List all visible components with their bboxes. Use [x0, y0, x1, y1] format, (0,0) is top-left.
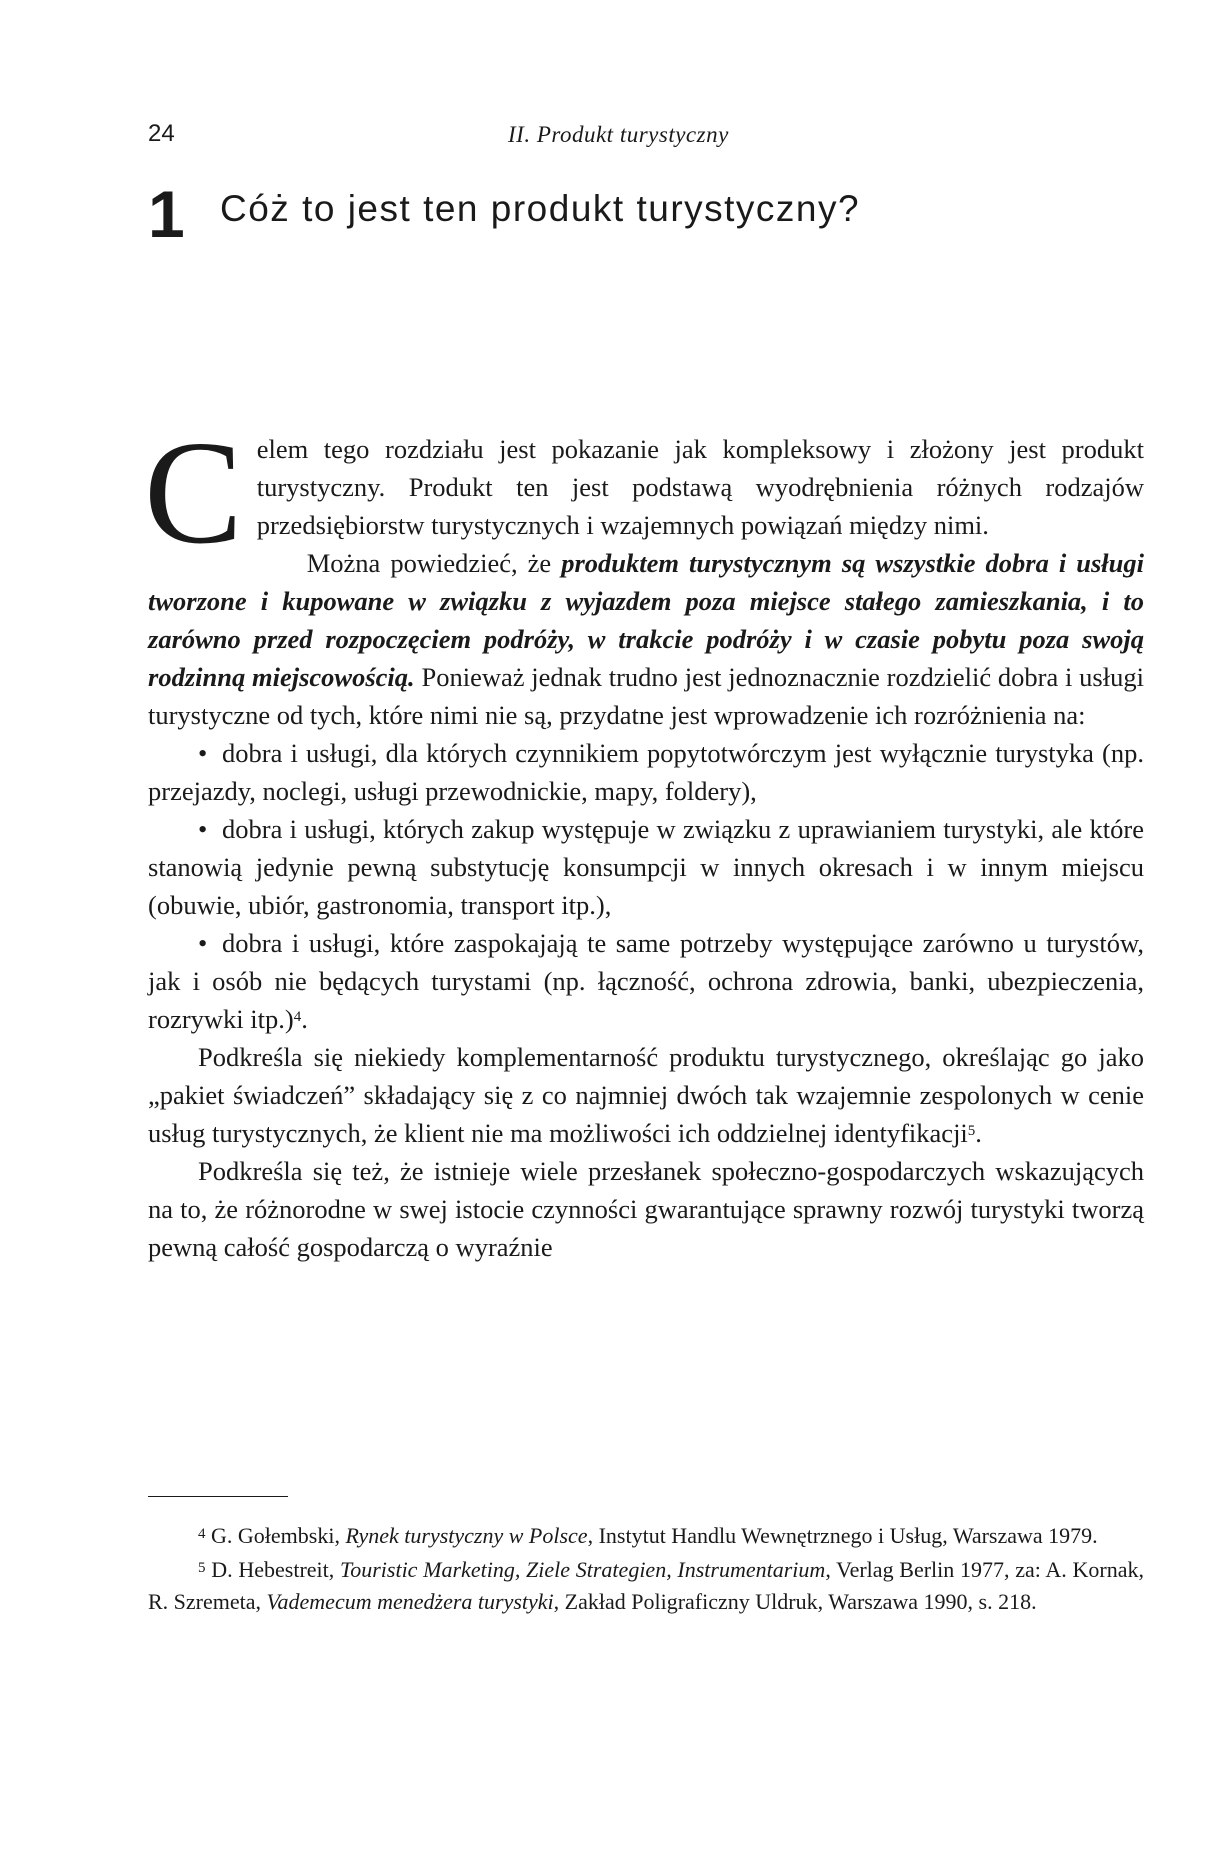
list-item: [148, 810, 1144, 924]
bullet-symbol: •: [198, 928, 208, 958]
footnote-ref-4[interactable]: 4: [293, 1009, 302, 1025]
drop-cap: C: [144, 411, 243, 575]
footnote-number: 4: [198, 1526, 206, 1542]
footnote-text: , Verlag Berlin 1977, za: A. Kornak, R. Szremeta,: [148, 1557, 1144, 1614]
page-number: 24: [148, 120, 175, 147]
paragraph-text: Podkreśla się niekiedy komplementarność produktu turystycznego, określając go jako „pakiet świadczeń” składający się z co najmniej dwóch tak wzajemnie zespolonych w cenie usług turystycznych, że klient nie ma możliwości ich oddzielnej identyfikacji: [148, 1042, 1144, 1148]
footnote-number: 5: [198, 1560, 206, 1576]
footnote-text: G. Gołembski,: [205, 1523, 346, 1548]
definition-emphasis: produktem turystycznym są wszystkie dobra i usługi tworzone i kupowane w związku z wyjazdem poza miejsce stałego zamieszkania, i to zarówno przed rozpoczęciem podróży, w trakcie podróży i w czasie pobytu poza swoją rodzinną miejscowością.: [148, 548, 1145, 692]
paragraph-end: .: [975, 1118, 982, 1148]
footnote-title: Vademecum menedżera turystyki: [266, 1589, 554, 1614]
list-item-text: dobra i usługi, dla których czynnikiem popytotwórczym jest wyłącznie turystyka (np. przejazdy, noclegi, usługi przewodnickie, mapy, foldery),: [148, 738, 1144, 806]
footnote-4: [148, 1520, 1144, 1552]
footnote-text: D. Hebestreit,: [205, 1557, 340, 1582]
complementarity-paragraph: [148, 1038, 1144, 1152]
chapter-heading: [148, 177, 1144, 251]
definition-lead: Można powiedzieć, że: [306, 548, 562, 578]
closing-paragraph: Podkreśla się też, że istnieje wiele przesłanek społeczno-gospodarczych wskazujących na to, że różnorodne w swej istocie czynności gwarantujące sprawny rozwój turystyki tworzą pewną całość gospodarczą o wyraźnie: [148, 1156, 1144, 1262]
list-item: [148, 924, 1144, 1038]
list-item-text: dobra i usługi, które zaspokajają te same potrzeby występujące zarówno u turystów, jak i osób nie będących turystami (np. łączność, ochrona zdrowia, banki, ubezpieczenia, rozrywki itp.): [148, 928, 1144, 1034]
page-header: [148, 120, 1144, 154]
list-item: [148, 734, 1144, 810]
footnote-title: Rynek turystyczny w Polsce: [345, 1523, 588, 1548]
footnote-text: , Instytut Handlu Wewnętrznego i Usług, Warszawa 1979.: [587, 1523, 1098, 1548]
footnote-ref-5[interactable]: 5: [967, 1123, 976, 1139]
footnotes: [148, 1520, 1144, 1620]
book-page: [144, 0, 1145, 1857]
definition-tail: Ponieważ jednak trudno jest jednoznacznie rozdzielić dobra i usługi turystyczne od tych, które nimi nie są, przydatne jest wprowadzenie ich rozróżnienia na:: [148, 662, 1144, 730]
chapter-title: Cóż to jest ten produkt turystyczny?: [220, 188, 861, 229]
footnote-5: [148, 1554, 1144, 1618]
footnote-divider: [148, 1496, 288, 1497]
running-head: II. Produkt turystyczny: [508, 122, 729, 147]
chapter-number: 1: [148, 177, 185, 251]
list-item-text: dobra i usługi, których zakup występuje w związku z uprawianiem turystyki, ale które stanowią jedynie pewną substytucję konsumpcji w innych okresach i w innym miejscu (obuwie, ubiór, gastronomia, transport itp.),: [148, 814, 1144, 920]
bullet-symbol: •: [198, 738, 208, 768]
footnote-title: Touristic Marketing, Ziele Strategien, Instrumentarium: [340, 1557, 826, 1582]
definition-paragraph: [148, 544, 1144, 734]
intro-text: elem tego rozdziału jest pokazanie jak kompleksowy i złożony jest produkt turystyczny. Produkt ten jest podstawą wyodrębnienia różnych rodzajów przedsiębiorstw turystycznych i wzajemnych powiązań między nimi.: [256, 434, 1144, 540]
list-item-end: .: [301, 1004, 308, 1034]
footnote-text: , Zakład Poligraficzny Uldruk, Warszawa 1990, s. 218.: [553, 1589, 1037, 1614]
body-text: [144, 411, 1145, 1266]
bullet-symbol: •: [198, 814, 208, 844]
